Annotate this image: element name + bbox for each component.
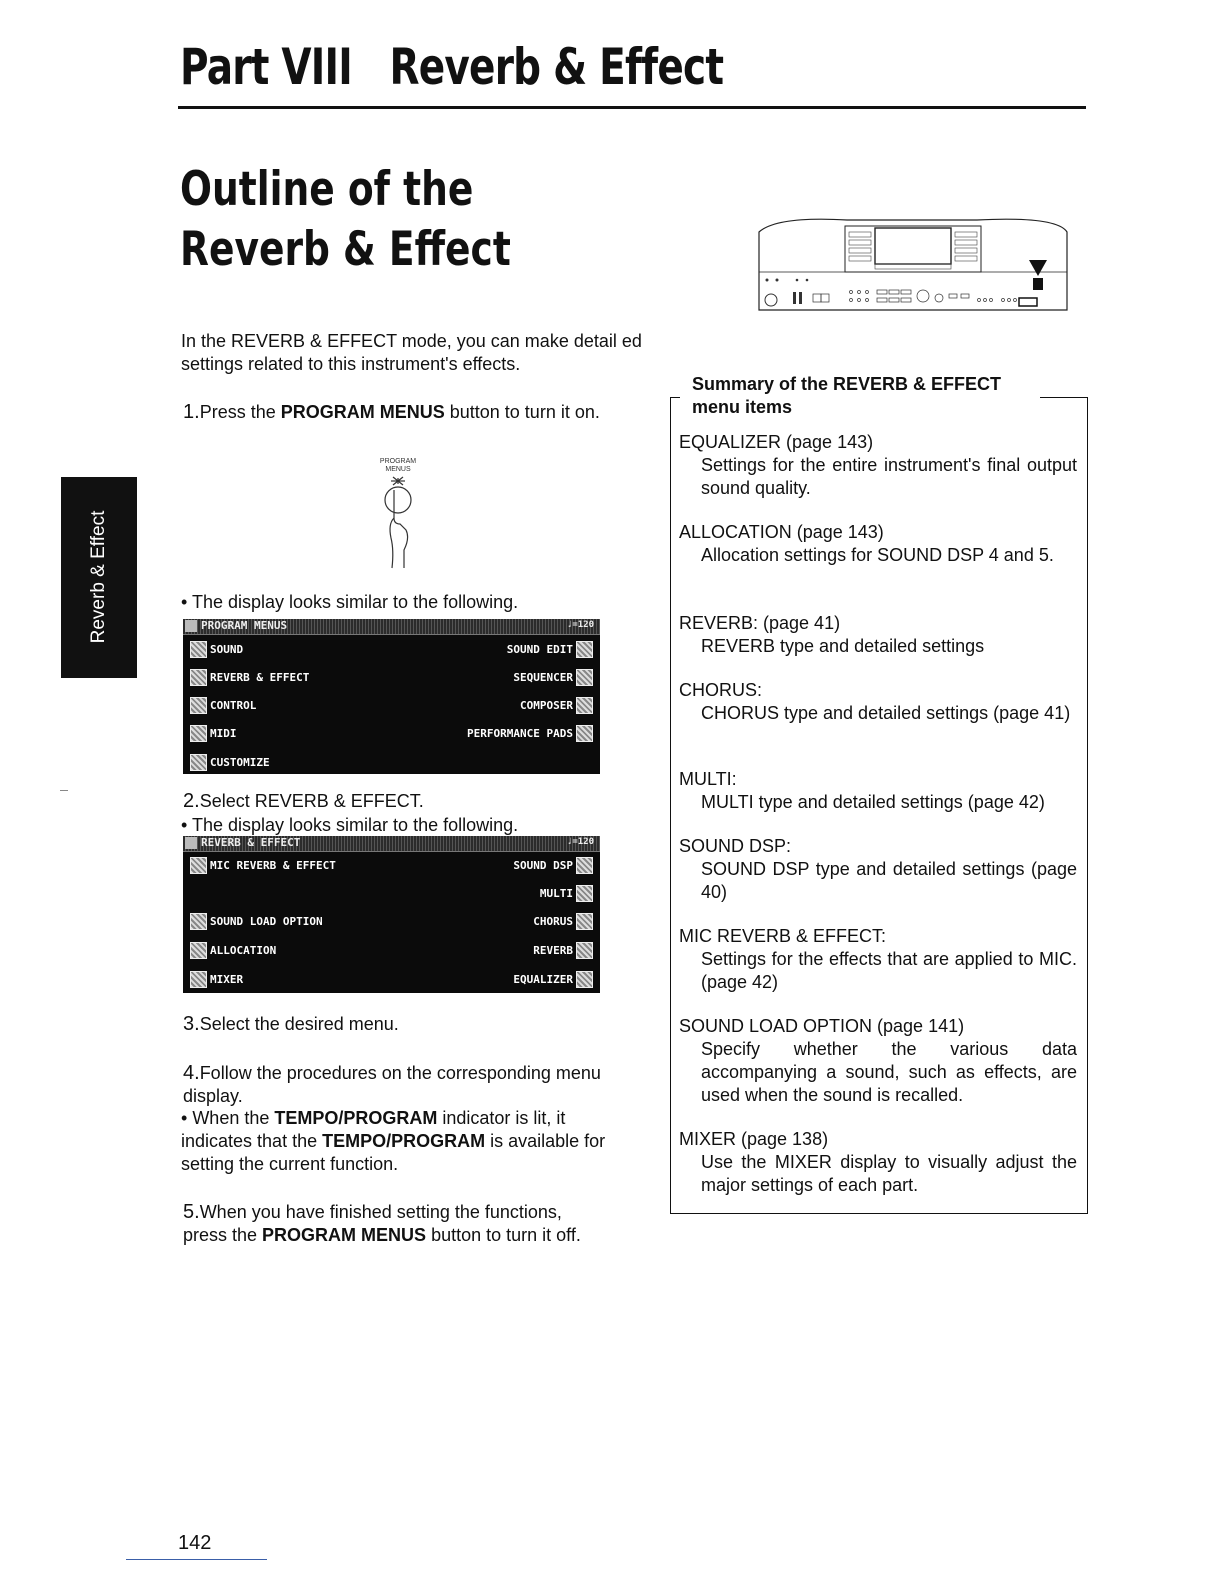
summary-item-desc: Use the MIXER display to visually adjust the major settings of each part. bbox=[701, 1152, 1077, 1195]
step-1 bbox=[183, 401, 608, 424]
midi-menu-icon bbox=[190, 725, 207, 742]
summary-item-equalizer bbox=[679, 431, 1077, 500]
menu-sound-load-option[interactable]: SOUND LOAD OPTION bbox=[210, 915, 323, 928]
summary-box-border bbox=[1087, 397, 1088, 1214]
screen-row bbox=[183, 722, 600, 744]
mixer-menu-icon bbox=[190, 971, 207, 988]
summary-item-name: EQUALIZER (page 143) bbox=[679, 432, 874, 452]
step-text: Select the desired menu. bbox=[199, 1014, 399, 1034]
step-text: Follow the procedures on the corresponding menu display. bbox=[183, 1063, 601, 1106]
summary-item-name: ALLOCATION (page 143) bbox=[679, 522, 884, 542]
summary-item-mixer bbox=[679, 1128, 1077, 1197]
step-2 bbox=[183, 790, 608, 813]
sound-menu-icon bbox=[190, 641, 207, 658]
screen-titlebar bbox=[183, 619, 600, 635]
bullet-text: When the bbox=[192, 1108, 275, 1128]
summary-item-name: REVERB: (page 41) bbox=[679, 613, 841, 633]
summary-item-sound-load-option bbox=[679, 1015, 1077, 1107]
screen-row bbox=[183, 751, 600, 773]
summary-item-desc: MULTI type and detailed settings (page 42) bbox=[701, 792, 1045, 812]
step-text: button to turn it off. bbox=[426, 1225, 581, 1245]
footer-rule bbox=[126, 1559, 267, 1560]
screen-titlebar bbox=[183, 836, 600, 852]
summary-item-desc: REVERB type and detailed settings bbox=[701, 636, 985, 656]
step-text: button to turn it on. bbox=[444, 402, 600, 422]
page-number: 142 bbox=[178, 1532, 212, 1554]
screen-title: PROGRAM MENUS bbox=[201, 619, 288, 632]
side-tab-label: Reverb & Effect bbox=[88, 510, 109, 644]
step-number: 1. bbox=[183, 401, 200, 423]
screen-title: REVERB & EFFECT bbox=[201, 836, 301, 849]
bullet-tempo-program: • When the TEMPO/PROGRAM indicator is lit, it indicates that the TEMPO/PROGRAM is available for setting the current function. bbox=[181, 1108, 606, 1174]
menu-sound[interactable]: SOUND bbox=[210, 643, 244, 656]
summary-box-border bbox=[670, 1213, 1088, 1214]
menu-sequencer[interactable]: SEQUENCER bbox=[513, 671, 573, 684]
caption-line1: PROGRAM bbox=[379, 458, 417, 465]
summary-item-desc: Specify whether the various data accompanying a sound, such as effects, are used when the sound is recalled. bbox=[701, 1039, 1077, 1105]
sound-load-option-menu-icon bbox=[190, 913, 207, 930]
menu-chorus[interactable]: CHORUS bbox=[533, 915, 573, 928]
summary-item-name: SOUND DSP: bbox=[679, 836, 792, 856]
bullet-text: The display looks similar to the following. bbox=[191, 815, 519, 835]
menu-midi[interactable]: MIDI bbox=[210, 727, 237, 740]
side-section-tab bbox=[61, 477, 137, 678]
step-4 bbox=[183, 1062, 603, 1108]
summary-item-sound-dsp bbox=[679, 835, 1077, 904]
performance-pads-menu-icon bbox=[576, 725, 593, 742]
summary-item-name: MIC REVERB & EFFECT: bbox=[679, 926, 887, 946]
menu-multi[interactable]: MULTI bbox=[539, 887, 573, 900]
bullet-display-1: • The display looks similar to the following. bbox=[181, 592, 519, 612]
menu-mic-reverb-effect[interactable]: MIC REVERB & EFFECT bbox=[210, 859, 336, 872]
screen-row bbox=[183, 882, 600, 904]
summary-item-desc: Allocation settings for SOUND DSP 4 and 5. bbox=[701, 545, 1054, 565]
screen-title-icon bbox=[185, 620, 197, 632]
mic-reverb-effect-menu-icon bbox=[190, 857, 207, 874]
menu-allocation[interactable]: ALLOCATION bbox=[210, 944, 277, 957]
step-text: Press the bbox=[199, 402, 281, 422]
allocation-menu-icon bbox=[190, 942, 207, 959]
reverb-effect-menu-icon bbox=[190, 669, 207, 686]
bullet-text: is available for setting the current function. bbox=[181, 1131, 606, 1174]
control-menu-icon bbox=[190, 697, 207, 714]
summary-item-desc: Settings for the effects that are applied to MIC. (page 42) bbox=[701, 949, 1077, 992]
summary-item-name: MULTI: bbox=[679, 769, 737, 789]
menu-reverb[interactable]: REVERB bbox=[533, 944, 573, 957]
part-heading bbox=[180, 38, 723, 96]
summary-heading-line2: menu items bbox=[692, 397, 793, 417]
reverb-menu-icon bbox=[576, 942, 593, 959]
step-number: 5. bbox=[183, 1201, 200, 1223]
sequencer-menu-icon bbox=[576, 669, 593, 686]
summary-heading bbox=[692, 373, 1052, 419]
menu-sound-edit[interactable]: SOUND EDIT bbox=[506, 643, 573, 656]
summary-heading-line1: Summary of the REVERB & EFFECT bbox=[692, 374, 1002, 394]
summary-box-border bbox=[1040, 397, 1088, 398]
menu-reverb-effect[interactable]: REVERB & EFFECT bbox=[210, 671, 310, 684]
bullet-text: The display looks similar to the following. bbox=[191, 592, 519, 612]
reverb-effect-screen bbox=[183, 836, 600, 993]
program-menus-screen bbox=[183, 619, 600, 774]
sound-dsp-menu-icon bbox=[576, 857, 593, 874]
customize-menu-icon bbox=[190, 754, 207, 771]
summary-item-name: MIXER (page 138) bbox=[679, 1129, 829, 1149]
bullet-text: indicator is lit, it indicates that the bbox=[181, 1108, 566, 1151]
screen-row bbox=[183, 968, 600, 990]
equalizer-menu-icon bbox=[576, 971, 593, 988]
summary-item-desc: SOUND DSP type and detailed settings (page 40) bbox=[701, 859, 1077, 902]
sound-edit-menu-icon bbox=[576, 641, 593, 658]
step-5 bbox=[183, 1201, 608, 1247]
program-menus-label: PROGRAM MENUS bbox=[262, 1225, 427, 1245]
page-title-line2: Reverb & Effect bbox=[180, 222, 511, 277]
step-number: 2. bbox=[183, 790, 200, 812]
tempo-program-label: TEMPO/PROGRAM bbox=[322, 1131, 486, 1151]
screen-row bbox=[183, 694, 600, 716]
tempo-program-label: TEMPO/PROGRAM bbox=[274, 1108, 438, 1128]
intro-paragraph: In the REVERB & EFFECT mode, you can make detail ed settings related to this instrument's effects. bbox=[181, 331, 642, 374]
menu-composer[interactable]: COMPOSER bbox=[520, 699, 573, 712]
part-number: Part VIII bbox=[180, 38, 353, 96]
part-section: Reverb & Effect bbox=[389, 38, 724, 96]
summary-item-desc: CHORUS type and detailed settings (page 41) bbox=[701, 703, 1071, 723]
menu-sound-dsp[interactable]: SOUND DSP bbox=[513, 859, 573, 872]
multi-menu-icon bbox=[576, 885, 593, 902]
summary-item-name: CHORUS: bbox=[679, 680, 763, 700]
page-title bbox=[180, 160, 511, 280]
step-3 bbox=[183, 1013, 608, 1036]
caption-line2: MENUS bbox=[385, 466, 411, 473]
summary-item-desc: Settings for the entire instrument's final output sound quality. bbox=[701, 455, 1077, 498]
summary-box-border bbox=[670, 397, 671, 1214]
summary-item-multi bbox=[679, 768, 1077, 814]
summary-item-allocation bbox=[679, 521, 1077, 567]
program-menus-button-illustration bbox=[358, 458, 438, 576]
menu-equalizer[interactable]: EQUALIZER bbox=[513, 973, 573, 986]
bullet-display-2: • The display looks similar to the following. bbox=[181, 815, 519, 835]
menu-control[interactable]: CONTROL bbox=[210, 699, 257, 712]
screen-row bbox=[183, 638, 600, 660]
summary-item-reverb bbox=[679, 612, 1077, 658]
chorus-menu-icon bbox=[576, 913, 593, 930]
keyboard-panel-illustration bbox=[757, 214, 1069, 312]
header-rule bbox=[178, 106, 1086, 109]
screen-row bbox=[183, 939, 600, 961]
program-menus-label: PROGRAM MENUS bbox=[280, 402, 445, 422]
margin-mark bbox=[60, 790, 68, 791]
composer-menu-icon bbox=[576, 697, 593, 714]
menu-mixer[interactable]: MIXER bbox=[210, 973, 244, 986]
summary-box-border bbox=[670, 397, 680, 398]
step-number: 3. bbox=[183, 1013, 200, 1035]
summary-item-chorus bbox=[679, 679, 1077, 725]
screen-title-icon bbox=[185, 837, 197, 849]
tempo-readout: ♩=120 bbox=[566, 837, 594, 847]
pressing-finger-icon bbox=[358, 458, 438, 576]
screen-row bbox=[183, 910, 600, 932]
menu-performance-pads[interactable]: PERFORMANCE PADS bbox=[467, 727, 573, 740]
step-number: 4. bbox=[183, 1062, 200, 1084]
menu-customize[interactable]: CUSTOMIZE bbox=[210, 756, 270, 769]
screen-row bbox=[183, 666, 600, 688]
tempo-readout: ♩=120 bbox=[566, 620, 594, 630]
step-text: When you have finished setting the functions, press the bbox=[183, 1202, 562, 1245]
step-text: Select REVERB & EFFECT. bbox=[199, 791, 424, 811]
screen-row bbox=[183, 854, 600, 876]
summary-item-mic-reverb-effect bbox=[679, 925, 1077, 994]
page-title-line1: Outline of the bbox=[180, 162, 474, 217]
summary-item-name: SOUND LOAD OPTION (page 141) bbox=[679, 1016, 965, 1036]
